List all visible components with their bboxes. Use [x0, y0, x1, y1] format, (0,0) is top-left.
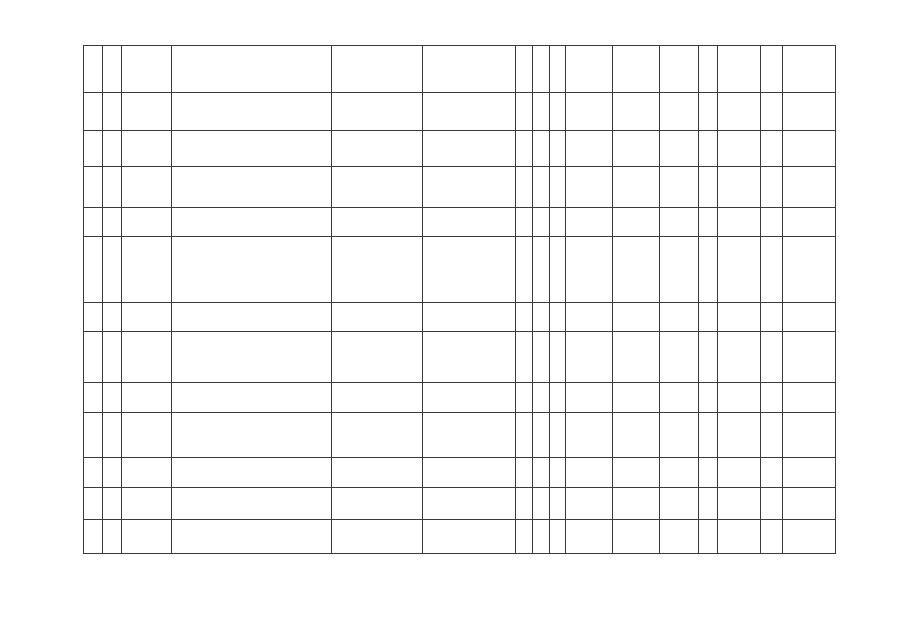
table-cell	[332, 167, 423, 208]
table-cell	[423, 46, 516, 93]
table-cell	[761, 332, 783, 383]
table-cell	[566, 332, 613, 383]
table-row	[84, 458, 836, 488]
table-cell	[122, 167, 172, 208]
table-body	[84, 46, 836, 554]
table-cell	[660, 167, 699, 208]
table-cell	[533, 413, 550, 458]
table-cell	[516, 488, 533, 520]
table-cell	[613, 208, 660, 237]
table-row	[84, 46, 836, 93]
table-cell	[84, 488, 103, 520]
table-cell	[566, 131, 613, 167]
table-cell	[613, 131, 660, 167]
table-cell	[718, 93, 761, 131]
table-cell	[761, 131, 783, 167]
table-cell	[533, 383, 550, 413]
table-cell	[699, 303, 718, 332]
table-cell	[423, 413, 516, 458]
table-cell	[84, 46, 103, 93]
table-cell	[332, 488, 423, 520]
table-row	[84, 93, 836, 131]
table-cell	[550, 46, 566, 93]
table-cell	[533, 208, 550, 237]
table-cell	[613, 488, 660, 520]
table-cell	[533, 303, 550, 332]
table-cell	[660, 303, 699, 332]
table-cell	[783, 458, 836, 488]
table-cell	[550, 131, 566, 167]
table-cell	[566, 458, 613, 488]
table-cell	[761, 303, 783, 332]
table-cell	[699, 520, 718, 554]
table-cell	[783, 488, 836, 520]
table-cell	[103, 208, 122, 237]
table-cell	[783, 131, 836, 167]
table-cell	[172, 488, 332, 520]
table-cell	[699, 458, 718, 488]
table-cell	[516, 458, 533, 488]
table-cell	[550, 383, 566, 413]
table-cell	[84, 167, 103, 208]
table-cell	[783, 383, 836, 413]
table-cell	[660, 413, 699, 458]
table-cell	[783, 167, 836, 208]
table-cell	[103, 131, 122, 167]
table-cell	[172, 167, 332, 208]
table-cell	[84, 208, 103, 237]
table-row	[84, 383, 836, 413]
table-cell	[783, 46, 836, 93]
table-cell	[613, 520, 660, 554]
table-cell	[122, 413, 172, 458]
table-cell	[533, 131, 550, 167]
table-cell	[613, 303, 660, 332]
table-cell	[122, 520, 172, 554]
table-cell	[122, 208, 172, 237]
table-cell	[84, 131, 103, 167]
table-cell	[718, 383, 761, 413]
table-cell	[103, 303, 122, 332]
document-page	[83, 45, 835, 554]
table-cell	[550, 93, 566, 131]
table-cell	[613, 383, 660, 413]
table-cell	[761, 208, 783, 237]
table-cell	[566, 93, 613, 131]
table-cell	[660, 93, 699, 131]
table-cell	[103, 332, 122, 383]
table-cell	[84, 383, 103, 413]
table-cell	[103, 520, 122, 554]
table-cell	[332, 413, 423, 458]
table-cell	[550, 520, 566, 554]
table-cell	[332, 93, 423, 131]
table-cell	[533, 237, 550, 303]
table-cell	[566, 208, 613, 237]
table-cell	[613, 458, 660, 488]
table-cell	[516, 93, 533, 131]
table-cell	[783, 332, 836, 383]
table-cell	[533, 488, 550, 520]
table-cell	[516, 520, 533, 554]
table-cell	[423, 237, 516, 303]
table-cell	[423, 488, 516, 520]
table-cell	[783, 303, 836, 332]
table-cell	[783, 93, 836, 131]
table-row	[84, 167, 836, 208]
table-cell	[332, 208, 423, 237]
table-cell	[613, 93, 660, 131]
table-cell	[122, 237, 172, 303]
table-row	[84, 131, 836, 167]
table-cell	[423, 520, 516, 554]
table-cell	[84, 237, 103, 303]
table-cell	[172, 131, 332, 167]
table-cell	[423, 303, 516, 332]
table-cell	[718, 303, 761, 332]
table-cell	[172, 332, 332, 383]
table-row	[84, 303, 836, 332]
table-cell	[533, 520, 550, 554]
table-cell	[699, 237, 718, 303]
table-cell	[423, 131, 516, 167]
table-cell	[84, 458, 103, 488]
table-cell	[718, 46, 761, 93]
table-cell	[761, 237, 783, 303]
table-cell	[566, 46, 613, 93]
table-row	[84, 488, 836, 520]
table-cell	[172, 237, 332, 303]
table-cell	[566, 413, 613, 458]
table-cell	[718, 131, 761, 167]
table-cell	[699, 208, 718, 237]
table-cell	[103, 413, 122, 458]
table-cell	[516, 46, 533, 93]
table-cell	[332, 237, 423, 303]
table-cell	[783, 520, 836, 554]
table-cell	[122, 131, 172, 167]
table-cell	[122, 383, 172, 413]
table-cell	[566, 488, 613, 520]
table-cell	[332, 383, 423, 413]
table-cell	[516, 167, 533, 208]
table-cell	[613, 332, 660, 383]
table-cell	[613, 46, 660, 93]
table-cell	[761, 383, 783, 413]
table-cell	[122, 93, 172, 131]
table-cell	[84, 303, 103, 332]
table-cell	[566, 237, 613, 303]
table-cell	[332, 520, 423, 554]
table-cell	[699, 413, 718, 458]
table-cell	[332, 303, 423, 332]
table-cell	[660, 458, 699, 488]
table-cell	[423, 383, 516, 413]
table-row	[84, 520, 836, 554]
table-cell	[516, 131, 533, 167]
table-cell	[660, 520, 699, 554]
table-cell	[516, 383, 533, 413]
table-cell	[699, 488, 718, 520]
table-cell	[761, 46, 783, 93]
table-cell	[660, 131, 699, 167]
table-cell	[761, 93, 783, 131]
table-cell	[122, 303, 172, 332]
table-cell	[761, 520, 783, 554]
table-cell	[332, 46, 423, 93]
table-cell	[660, 488, 699, 520]
table-cell	[660, 208, 699, 237]
table-cell	[699, 167, 718, 208]
table-cell	[423, 332, 516, 383]
table-cell	[516, 237, 533, 303]
table-cell	[550, 413, 566, 458]
table-cell	[550, 167, 566, 208]
table-row	[84, 208, 836, 237]
table-cell	[718, 520, 761, 554]
table-cell	[172, 520, 332, 554]
table-cell	[103, 458, 122, 488]
table-cell	[718, 167, 761, 208]
table-row	[84, 237, 836, 303]
table-cell	[122, 332, 172, 383]
table-cell	[533, 332, 550, 383]
table-cell	[699, 332, 718, 383]
table-cell	[550, 208, 566, 237]
table-cell	[533, 458, 550, 488]
table-cell	[516, 413, 533, 458]
table-cell	[423, 208, 516, 237]
table-cell	[84, 413, 103, 458]
table-cell	[332, 458, 423, 488]
table-cell	[172, 303, 332, 332]
table-cell	[761, 488, 783, 520]
table-cell	[550, 488, 566, 520]
table-cell	[718, 237, 761, 303]
table-cell	[613, 237, 660, 303]
table-cell	[783, 208, 836, 237]
table-cell	[84, 93, 103, 131]
table-cell	[566, 383, 613, 413]
table-cell	[718, 208, 761, 237]
table-cell	[172, 383, 332, 413]
table-cell	[566, 303, 613, 332]
table-cell	[332, 131, 423, 167]
table-cell	[172, 93, 332, 131]
table-cell	[699, 131, 718, 167]
table-cell	[566, 167, 613, 208]
table-cell	[516, 332, 533, 383]
table-cell	[660, 383, 699, 413]
table-cell	[122, 458, 172, 488]
table-cell	[533, 93, 550, 131]
table-cell	[783, 237, 836, 303]
table-cell	[761, 458, 783, 488]
table-cell	[761, 413, 783, 458]
table-cell	[550, 332, 566, 383]
table-cell	[550, 237, 566, 303]
table-cell	[84, 332, 103, 383]
table-cell	[761, 167, 783, 208]
table-cell	[550, 303, 566, 332]
table-cell	[699, 93, 718, 131]
table-cell	[423, 167, 516, 208]
table-cell	[566, 520, 613, 554]
table-cell	[103, 46, 122, 93]
table-cell	[533, 46, 550, 93]
table-cell	[718, 332, 761, 383]
table-cell	[423, 458, 516, 488]
table-cell	[660, 332, 699, 383]
data-table	[83, 45, 836, 554]
table-cell	[332, 332, 423, 383]
table-cell	[84, 520, 103, 554]
table-cell	[660, 237, 699, 303]
table-cell	[423, 93, 516, 131]
table-cell	[122, 46, 172, 93]
table-cell	[550, 458, 566, 488]
table-cell	[533, 167, 550, 208]
table-cell	[699, 46, 718, 93]
table-cell	[516, 208, 533, 237]
table-cell	[718, 413, 761, 458]
table-cell	[783, 413, 836, 458]
table-row	[84, 413, 836, 458]
table-cell	[103, 167, 122, 208]
table-cell	[172, 46, 332, 93]
table-cell	[660, 46, 699, 93]
table-cell	[613, 413, 660, 458]
table-cell	[172, 458, 332, 488]
table-cell	[718, 458, 761, 488]
table-cell	[718, 488, 761, 520]
table-cell	[172, 208, 332, 237]
table-cell	[103, 383, 122, 413]
table-cell	[516, 303, 533, 332]
table-row	[84, 332, 836, 383]
table-cell	[103, 237, 122, 303]
table-cell	[172, 413, 332, 458]
table-cell	[103, 93, 122, 131]
table-cell	[613, 167, 660, 208]
table-cell	[122, 488, 172, 520]
table-cell	[103, 488, 122, 520]
table-cell	[699, 383, 718, 413]
